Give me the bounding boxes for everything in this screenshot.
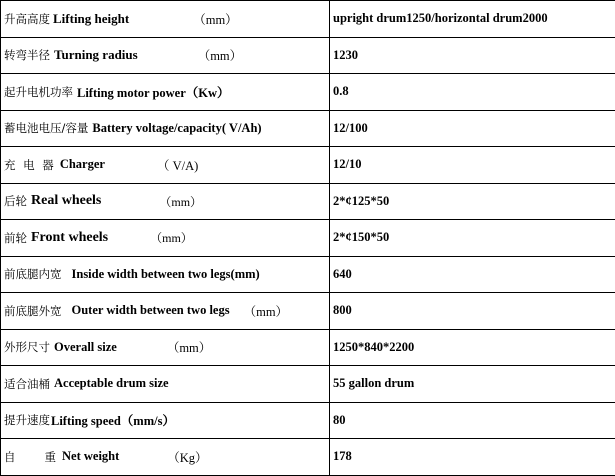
table-row [1,439,615,476]
row-label-cell [1,293,330,330]
row-value-cell: 12/10 [330,147,615,184]
label-english: Charger [60,157,105,172]
table-row [1,293,615,330]
label-chinese: 升高高度 [4,11,50,27]
row-label-cell [1,439,330,476]
row-value-cell: 178 [330,439,615,476]
label-chinese: 外形尺寸 [4,339,50,355]
label-unit: （mm） [193,10,237,28]
label-unit: （mm） [150,229,193,246]
label-english: Front wheels [31,230,108,246]
label-chinese: 起升电机功率 [4,84,73,100]
table-row [1,110,615,147]
label-english: Lifting motor power（Kw） [77,83,230,101]
row-label-cell [1,74,330,111]
label-unit: （mm） [159,193,202,210]
table-row [1,1,615,38]
row-label-cell [1,329,330,366]
row-value-cell: 0.8 [330,74,615,111]
table-row [1,402,615,439]
label-chinese: 前底腿外宽 [4,303,62,319]
label-unit: （mm） [198,46,242,64]
row-label-cell [1,1,330,38]
row-value-cell: 80 [330,402,615,439]
row-label-cell [1,110,330,147]
label-english: Turning radius [54,47,138,63]
label-english: Outer width between two legs [72,303,230,318]
table-row [1,183,615,220]
table-row [1,256,615,293]
row-value-cell: 800 [330,293,615,330]
row-label-cell [1,220,330,257]
label-english: Lifting height [53,11,129,27]
label-english: Inside width between two legs(mm) [72,267,260,282]
table-row [1,220,615,257]
row-value-cell: 2*¢125*50 [330,183,615,220]
label-chinese: 自 重 [4,449,58,465]
table-row [1,37,615,74]
row-label-cell [1,402,330,439]
table-row [1,74,615,111]
label-chinese: 后轮 [4,193,27,209]
label-chinese: 转弯半径 [4,47,50,63]
row-value-cell: 1250*840*2200 [330,329,615,366]
label-chinese: 提升速度 [4,412,50,428]
label-chinese: 适合油桶 [4,376,50,392]
table-row [1,329,615,366]
label-english: Lifting speed（mm/s） [51,411,175,429]
label-unit: （ V/A) [157,156,198,174]
label-unit: （mm） [244,302,288,320]
label-chinese: 充 电 器 [4,157,56,173]
row-value-cell: 1230 [330,37,615,74]
label-english: Battery voltage/capacity( V/Ah) [92,121,261,136]
label-english: Acceptable drum size [54,376,169,391]
label-english: Overall size [54,340,117,355]
label-english: Net weight [62,449,119,464]
row-label-cell [1,256,330,293]
row-value-cell: 640 [330,256,615,293]
row-label-cell [1,147,330,184]
row-value-cell: 55 gallon drum [330,366,615,403]
row-value-cell: 2*¢150*50 [330,220,615,257]
label-english: Real wheels [31,193,101,209]
table-row [1,147,615,184]
row-label-cell [1,366,330,403]
row-label-cell [1,37,330,74]
label-chinese: 前轮 [4,230,27,246]
label-chinese: 蓄电池电压/容量 [4,120,88,136]
row-label-cell [1,183,330,220]
table-row [1,366,615,403]
label-unit: （Kg） [167,448,207,466]
label-unit: （mm） [167,338,211,356]
row-value-cell: 12/100 [330,110,615,147]
row-value-cell: upright drum1250/horizontal drum2000 [330,1,615,38]
label-chinese: 前底腿内宽 [4,266,62,282]
